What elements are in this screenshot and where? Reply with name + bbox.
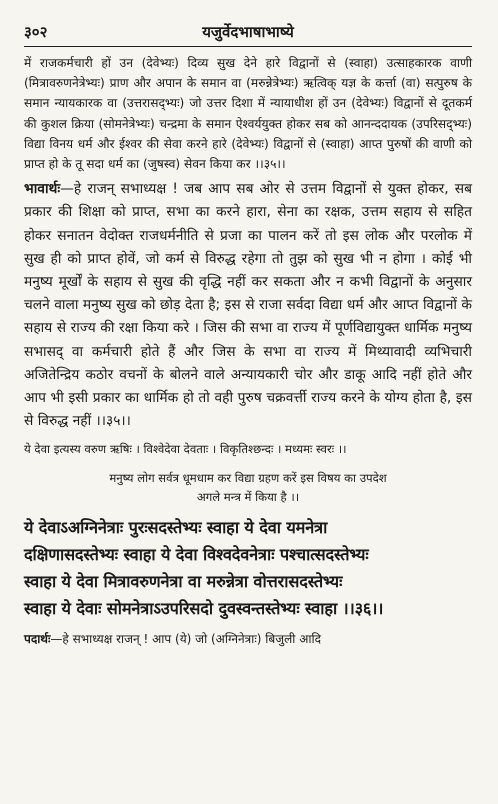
mantra-line: स्वाहा ये देवा मित्रावरुणनेत्रा वा मरुन्नेत्रा वोत्तरासदस्तेभ्यः: [24, 572, 343, 592]
mantra-intro: [24, 469, 472, 507]
page-header: [24, 22, 472, 42]
header-rule: [24, 46, 472, 47]
bhavartha-text: —हे राजन् सभाध्यक्ष ! जब आप सब ओर से उत्तम विद्वानों से युक्त होकर, सब प्रकार की शिक्षा को प्राप्त, सभा का करने हारा, सेना का रक्षक, उत्तम सहाय से सहित होकर सनातन वेदोक्त राजधर्मनीति से प्रजा का पालन करें तो इस लोक और परलोक में सुख ही को प्राप्त होवें, जो कर्म से विरुद्ध रहेगा तो तुझ को सुख भी न होगा । कोई भी मनुष्य मूर्खों के सहाय से सुख की वृद्धि नहीं कर सकता और न कभी विद्वानों के अनुसार चलने वाला मनुष्य सुख को छोड़ देता है; इस से राजा सर्वदा विद्या धर्म और आप्त विद्वानों के सहाय से राज्य की रक्षा किया करे । जिस की सभा वा राज्य में पूर्णविद्यायुक्त धार्मिक मनुष्य सभासद् वा कर्मचारी होते हैं और जिस के सभा वा राज्य में मिथ्यावादी व्यभिचारी अजितेन्द्रिय कठोर वचनों के बोलने वाले अन्यायकारी चोर और डाकू आदि नहीं होते और आप भी इसी प्रकार का धार्मिक हो तो वही पुरुष चक्रवर्त्ती राज्य करने के योग्य होता है, इस से विरुद्ध नहीं ।।३५।।: [24, 181, 472, 430]
running-title: यजुर्वेदभाषाभाष्ये: [202, 23, 294, 41]
bhavartha-label: भावार्थः: [24, 181, 61, 198]
mantra-block: [24, 515, 472, 622]
padartha-text: —हे सभाध्यक्ष राजन् ! आप (ये) जो (अग्निनेत्राः) बिजुली आदि: [50, 631, 321, 646]
page-number: ३०२: [24, 23, 48, 41]
mantra-line: ये देवाऽअग्निनेत्राः पुरःसदस्तेभ्यः स्वाहा ये देवा यमनेत्रा: [24, 518, 328, 538]
intro-line-1: मनुष्य लोग सर्वत्र धूमधाम कर विद्या ग्रहण करें इस विषय का उपदेश: [109, 471, 387, 486]
bhavartha-paragraph: [24, 178, 472, 433]
padartha-label: पदार्थः: [24, 631, 51, 646]
mantra-line: स्वाहा ये देवाः सोमनेत्राऽउपरिसदो दुवस्वन्तस्तेभ्यः स्वाहा ।।३६।।: [24, 598, 384, 618]
bhashya-paragraph: में राजकर्मचारी हों उन (देवेभ्यः) दिव्य सुख देने हारे विद्वानों से (स्वाहा) उत्साहकारक वाणी (मित्रावरुणनेत्रेभ्यः) प्राण और अपान के समान वा (मरुन्नेत्रेभ्यः) ऋत्विक् यज्ञ के कर्त्ता (वा) सत्पुरुष के समान न्यायकारक वा (उत्तरासद्भ्यः) जो उत्तर दिशा में न्यायाधीश हों उन (देवेभ्यः) विद्वानों से दूतकर्म की कुशल क्रिया (सोमनेत्रेभ्यः) चन्द्रमा के समान ऐश्वर्ययुक्त होकर सब को आनन्ददायक (उपरिसद्भ्यः) विद्या विनय धर्म और ईश्वर की सेवा करने हारे (देवेभ्यः) विद्वानों से (स्वाहा) आप्त पुरुषों की वाणी को प्राप्त हो के तू सदा धर्म का (जुषस्व) सेवन किया कर ।।३५।।: [24, 56, 472, 172]
padartha-paragraph: [24, 629, 472, 649]
intro-line-2: अगले मन्त्र में किया है ।।: [196, 490, 300, 505]
mantra-line: दक्षिणासदस्तेभ्यः स्वाहा ये देवा विश्वदेवनेत्राः पश्चात्सदस्तेभ्यः: [24, 545, 369, 565]
rishi-devata-annotation: ये देवा इत्यस्य वरुण ऋषिः । विश्वेदेवा देवताः । विकृतिश्छन्दः । मध्यमः स्वरः ।।: [24, 442, 347, 457]
